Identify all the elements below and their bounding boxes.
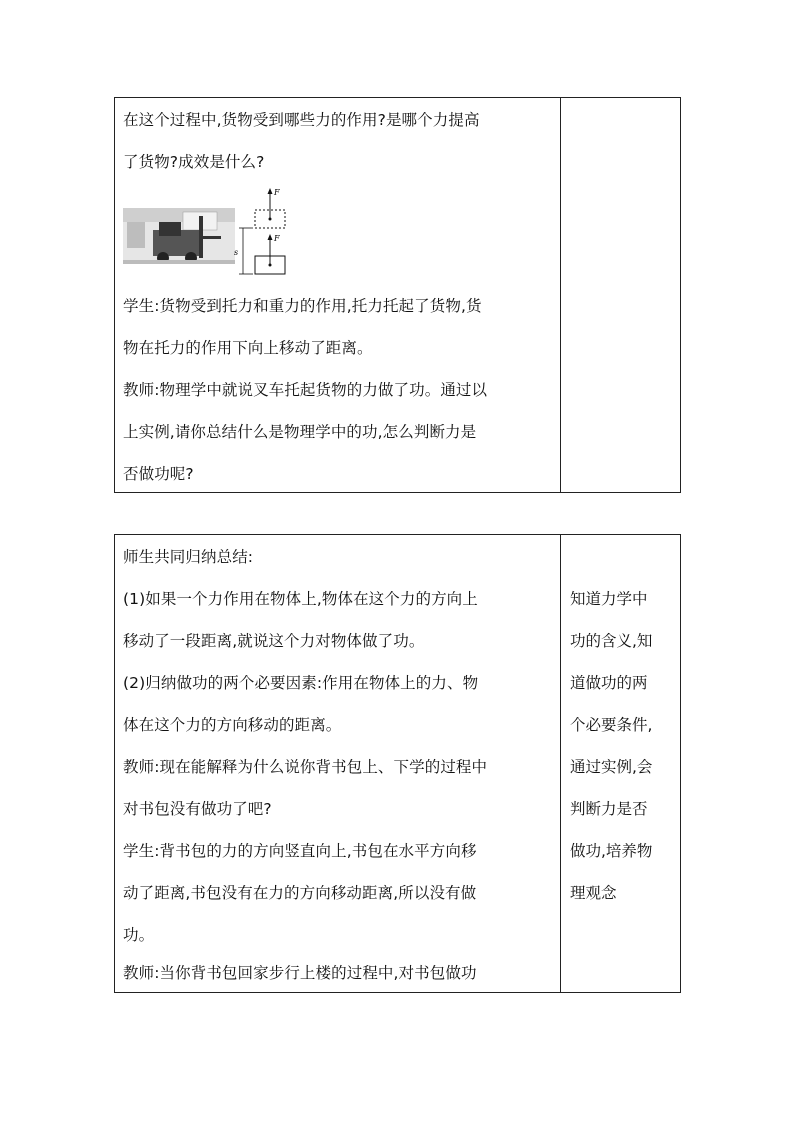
table-2-content-cell: [115, 535, 561, 992]
text-line: 否做功呢?: [123, 465, 194, 483]
note-line: 知道力学中: [570, 590, 648, 608]
text-line: (1)如果一个力作用在物体上,物体在这个力的方向上: [123, 590, 478, 608]
table-2: [114, 534, 681, 993]
note-line: 判断力是否: [570, 800, 648, 818]
text-line: 物在托力的作用下向上移动了距离。: [123, 339, 373, 357]
text-line: 了货物?成效是什么?: [123, 153, 265, 171]
table-2-notes-cell: [561, 535, 680, 992]
note-line: 做功,培养物: [570, 842, 653, 860]
forklift-figure: [123, 186, 293, 278]
text-line: (2)归纳做功的两个必要因素:作用在物体上的力、物: [123, 674, 479, 692]
text-line: 教师:当你背书包回家步行上楼的过程中,对书包做功: [123, 964, 477, 982]
text-line: 上实例,请你总结什么是物理学中的功,怎么判断力是: [123, 423, 477, 441]
text-line: 在这个过程中,货物受到哪些力的作用?是哪个力提高: [123, 111, 480, 129]
force-diagram: [234, 188, 285, 274]
table-1-notes-cell: [561, 98, 680, 492]
force-label-top: F: [274, 188, 280, 197]
note-line: 道做功的两: [570, 674, 648, 692]
note-line: 功的含义,知: [570, 632, 653, 650]
text-line: 体在这个力的方向移动的距离。: [123, 716, 342, 734]
arrow-up-icon: [268, 188, 273, 194]
text-line: 对书包没有做功了吧?: [123, 800, 272, 818]
text-line: 教师:现在能解释为什么说你背书包上、下学的过程中: [123, 758, 488, 776]
forklift-photo: [123, 208, 235, 264]
distance-label: s: [234, 248, 239, 257]
table-1: [114, 97, 681, 493]
table-1-content-cell: [115, 98, 561, 492]
note-line: 理观念: [570, 884, 617, 902]
text-line: 学生:背书包的力的方向竖直向上,书包在水平方向移: [123, 842, 477, 860]
text-line: 师生共同归纳总结:: [123, 548, 254, 566]
force-label-bottom: F: [274, 234, 280, 243]
text-line: 学生:货物受到托力和重力的作用,托力托起了货物,货: [123, 297, 482, 315]
note-line: 通过实例,会: [570, 758, 653, 776]
text-line: 教师:物理学中就说叉车托起货物的力做了功。通过以: [123, 381, 488, 399]
note-line: 个必要条件,: [570, 716, 653, 734]
arrow-up-icon: [268, 234, 273, 240]
text-line: 功。: [123, 926, 155, 944]
text-line: 动了距离,书包没有在力的方向移动距离,所以没有做: [123, 884, 477, 902]
text-line: 移动了一段距离,就说这个力对物体做了功。: [123, 632, 425, 650]
